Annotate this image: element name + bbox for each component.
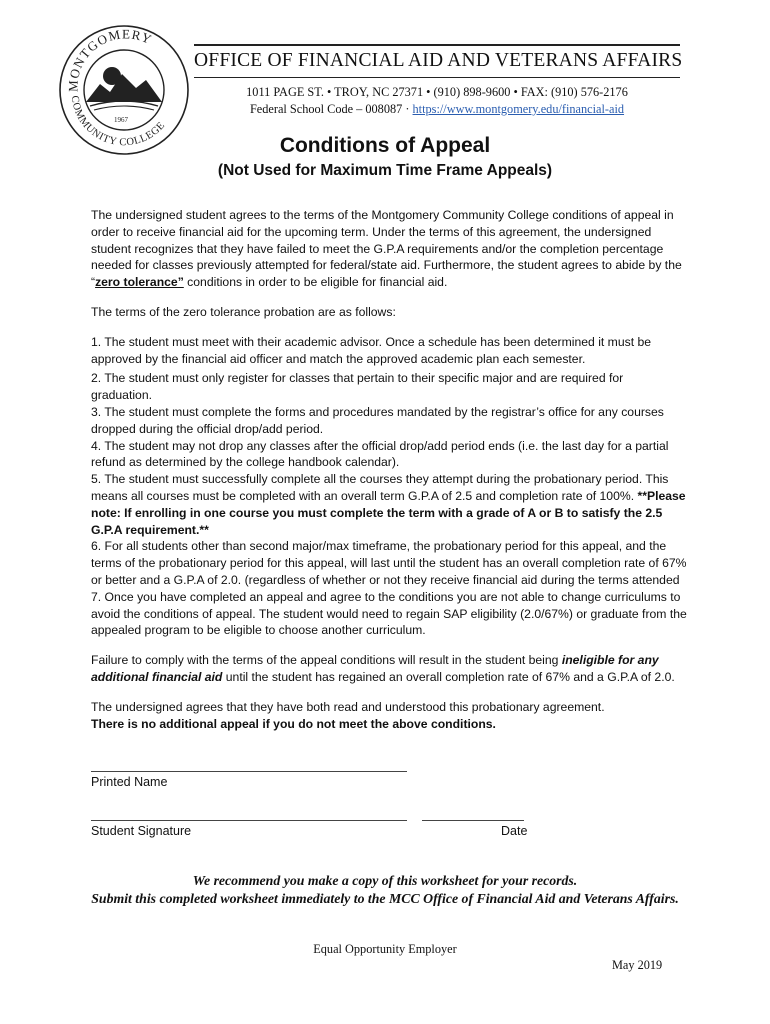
printed-name-label: Printed Name	[91, 775, 168, 789]
financial-aid-link[interactable]: https://www.montgomery.edu/financial-aid	[412, 102, 625, 116]
condition-1: 1. The student must meet with their academic advisor. Once a schedule has been determined it must be approved by the financial aid officer and match the approved academic plan each semester.	[91, 334, 652, 366]
equal-opportunity-employer: Equal Opportunity Employer	[313, 942, 457, 956]
failure-text-end: until the student has regained an overall completion rate of 67% and a G.P.A of 2.0.	[222, 669, 675, 684]
submission-instruction: Submit this completed worksheet immediately to the MCC Office of Financial Aid and Veterans Affairs.	[91, 891, 679, 906]
agreement-statement: The undersigned agrees that they have both read and understood this probationary agreement.	[91, 699, 605, 714]
condition-5-text: 5. The student must successfully complete all the courses they attempt during the probationary period. This means all courses must be completed with an overall term G.P.A of 2.5 and completion rate of 100%.	[91, 472, 669, 503]
failure-text: Failure to comply with the terms of the appeal conditions will result in the student being	[91, 653, 562, 668]
student-signature-line[interactable]	[91, 820, 407, 821]
mountain-emblem-icon	[86, 67, 162, 110]
zero-tolerance-emphasis: zero tolerance”	[95, 275, 184, 290]
terms-heading: The terms of the zero tolerance probation are as follows:	[91, 304, 396, 319]
intro-text-end: conditions in order to be eligible for financial aid.	[183, 275, 448, 290]
school-code-line	[194, 102, 680, 117]
document-title: Conditions of Appeal	[279, 134, 491, 157]
condition-5	[91, 471, 687, 538]
revision-date: May 2019	[612, 958, 663, 972]
ineligible-emphasis: ineligible for any additional financial aid	[91, 653, 659, 684]
header-rule-top	[194, 44, 680, 46]
document-body	[91, 207, 687, 732]
school-code: Federal School Code – 008087 ·	[249, 102, 413, 116]
printed-name-line[interactable]	[91, 771, 407, 772]
intro-text: The undersigned student agrees to the terms of the Montgomery Community College conditions of appeal in order to receive financial aid for the upcoming term. Under the terms of this agreement, the undersigned student recognizes that they have failed to meet the G.P.A requirements and/or the completion percentage needed for classes previously attempted for federal/state aid. Furthermore, the student agrees to abide by the “	[91, 208, 682, 290]
seal-top-text: MONTGOMERY	[65, 26, 155, 93]
failure-paragraph	[91, 652, 687, 686]
seal-bottom-text: COMMUNITY COLLEGE	[68, 94, 168, 149]
office-header	[194, 44, 683, 117]
seal-year: 1967	[114, 116, 128, 124]
condition-2: 2. The student must only register for classes that pertain to their specific major and are required for graduation.	[91, 371, 624, 403]
condition-6: 6. For all students other than second major/max timeframe, the probationary period for this appeal, and the terms of the probationary period for this appeal, will last until the student has an overall completion rate of 67% or better and a G.P.A of 2.0. (regardless of whether or not they receive financial aid during the terms attended	[91, 539, 687, 587]
office-title: OFFICE OF FINANCIAL AID AND VETERANS AFFAIRS	[194, 49, 683, 71]
condition-5-note: **Please note: If enrolling in one course you must complete the term with a grade of A or B to satisfy the 2.5 G.P.A requirement.**	[91, 488, 686, 537]
intro-paragraph	[91, 207, 687, 291]
document-subtitle: (Not Used for Maximum Time Frame Appeals)	[217, 162, 553, 179]
office-address: 1011 PAGE ST. • TROY, NC 27371 • (910) 898-9600 • FAX: (910) 576-2176	[246, 85, 628, 99]
date-line[interactable]	[422, 820, 524, 821]
no-appeal-statement: There is no additional appeal if you do not meet the above conditions.	[91, 716, 496, 731]
condition-4: 4. The student may not drop any classes after the official drop/add period ends (i.e. the last day for a partial refund as determined by the college handbook calendar).	[91, 438, 669, 470]
condition-3: 3. The student must complete the forms and procedures mandated by the registrar’s office for any courses dropped during the official drop/add period.	[91, 404, 664, 436]
copy-recommendation: We recommend you make a copy of this worksheet for your records.	[192, 873, 578, 888]
condition-7: 7. Once you have completed an appeal and agree to the conditions you are not able to change curriculums to avoid the conditions of appeal. The student would need to regain SAP eligibility (2.0/67%) or graduate from the appealed program to be eligible to choose another curriculum.	[91, 589, 687, 638]
date-label: Date	[501, 824, 528, 838]
header-rule-bottom	[194, 77, 680, 79]
student-signature-label: Student Signature	[91, 824, 192, 838]
